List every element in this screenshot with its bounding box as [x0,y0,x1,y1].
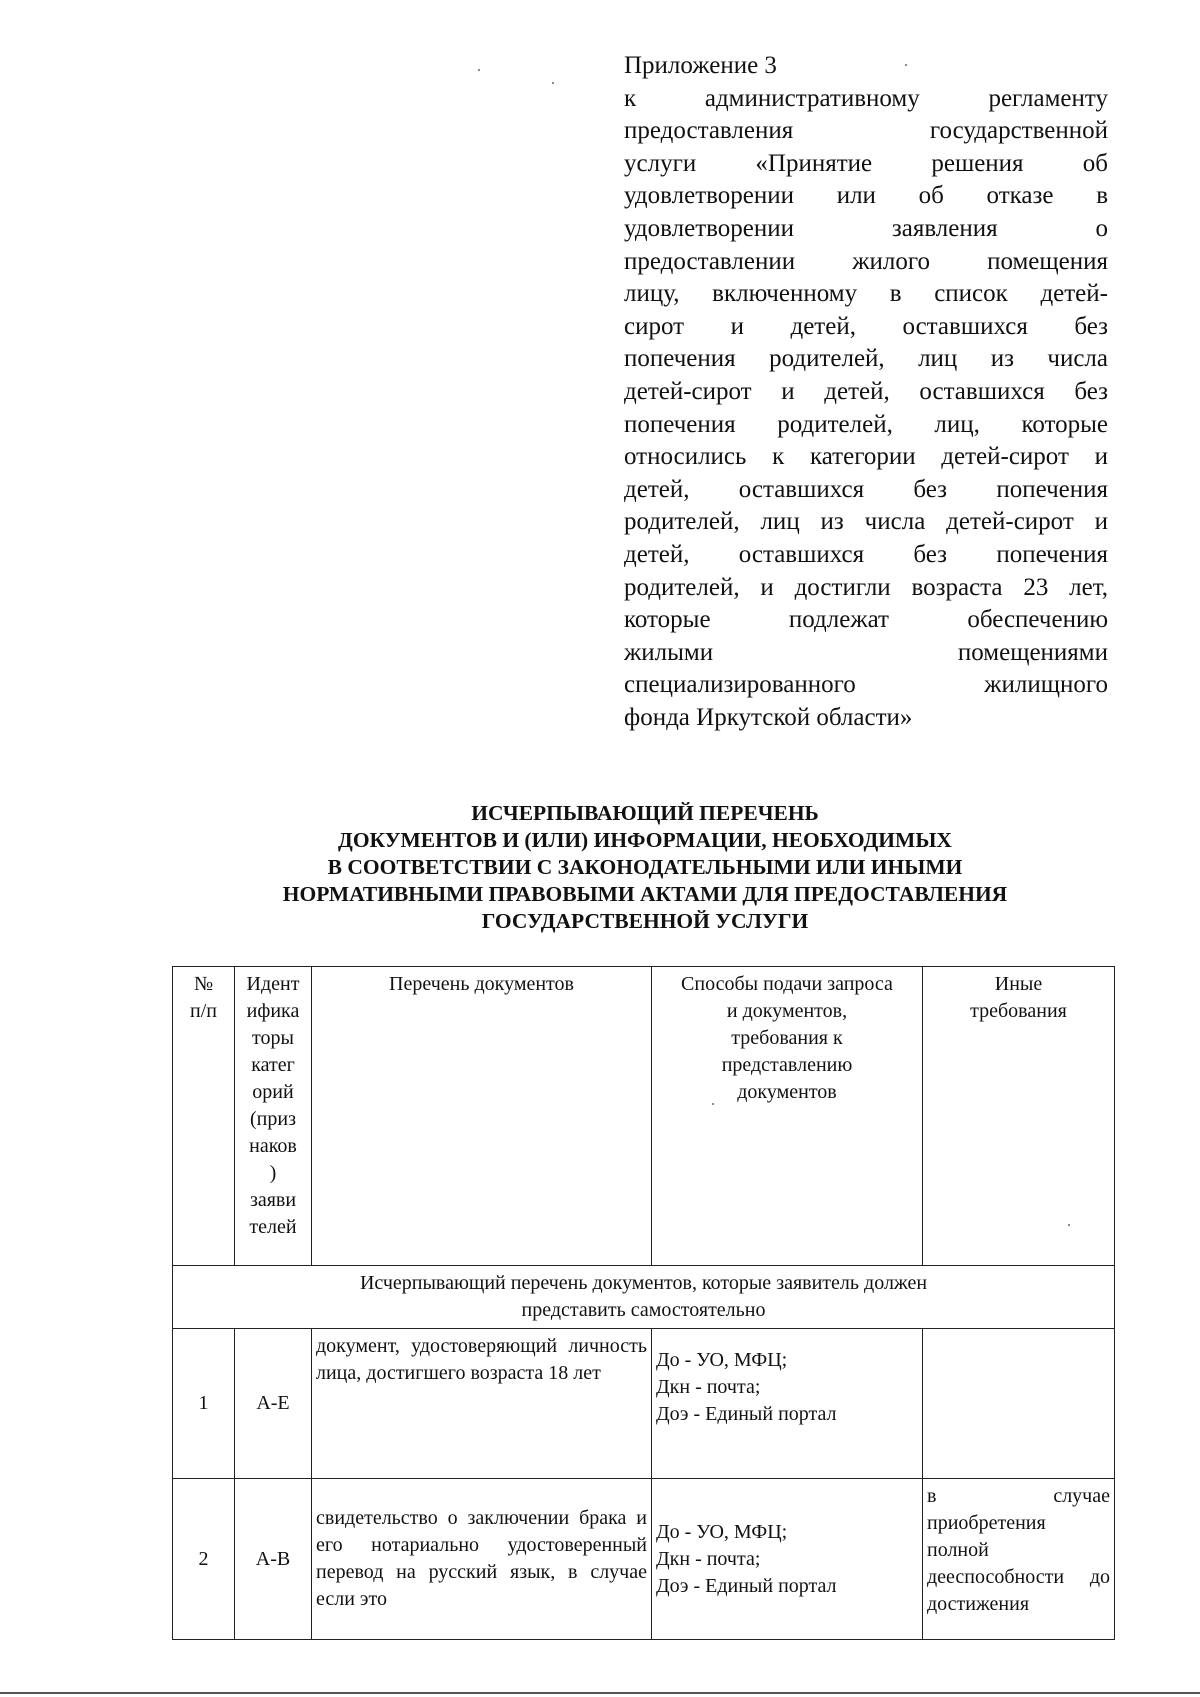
header-line: ифика [246,1000,300,1022]
header-line: Способы подачи запроса [681,973,893,995]
row-other: в случае приобретения полной дееспособности до достижения [923,1479,1115,1640]
appendix-line: к административному регламенту [624,84,1108,112]
appendix-line: предоставлении жилого помещения [624,247,1108,275]
table-row [173,1479,1115,1640]
row-category: А-В [235,1479,312,1640]
appendix-line: детей-сирот и детей, оставшихся без [624,377,1108,405]
appendix-line: которые подлежат обеспечению [624,606,1108,634]
header-line: п/п [190,1000,217,1022]
header-line: требования [970,1000,1067,1022]
header-line: (приз [250,1108,296,1130]
appendix-line: удовлетворении или об отказе в [624,182,1108,210]
header-line: катег [251,1054,295,1076]
document-title [170,800,1120,935]
header-documents [312,967,652,1266]
header-number [173,967,235,1266]
method-line: Доэ - Единый портал [656,1574,837,1597]
appendix-line: лицу, включенному в список детей- [624,280,1108,308]
table-row [173,1329,1115,1479]
row-category: А-Е [235,1329,312,1479]
method-line: Доэ - Единый портал [656,1403,837,1425]
header-line: телей [249,1216,297,1238]
appendix-line: относились к категории детей-сирот и [624,443,1108,471]
row-number: 1 [173,1329,235,1479]
header-line: ) [269,1162,277,1184]
row-methods [652,1479,923,1640]
appendix-line: попечения родителей, лиц из числа [624,345,1108,373]
appendix-line: удовлетворении заявления о [624,214,1108,242]
section-caption [173,1266,1115,1329]
header-line: представлению [721,1054,853,1076]
section-line: представить самостоятельно [521,1299,766,1321]
header-other-requirements [923,967,1115,1266]
appendix-line: специализированного жилищного [624,671,1108,699]
appendix-line: жилыми помещениями [624,638,1108,666]
method-line: До - УО, МФЦ; [656,1520,788,1543]
method-line: Дкн - почта; [656,1376,761,1398]
appendix-line: фонда Иркутской области» [624,703,913,731]
scan-speck [905,64,907,66]
header-line: Перечень документов [389,973,574,995]
row-document: документ, удостоверяющий личность лица, достигшего возраста 18 лет [312,1329,652,1479]
appendix-line: детей, оставшихся без попечения [624,540,1108,568]
header-line: наков [249,1135,297,1157]
method-line: Дкн - почта; [656,1547,761,1570]
scan-speck [1068,1224,1070,1226]
section-row [173,1266,1115,1329]
header-line: заяви [249,1189,297,1211]
row-document: свидетельство о заключении брака и его нотариально удостоверенный перевод на русский язык, в случае если это [312,1479,652,1640]
appendix-line: предоставления государственной [624,117,1108,145]
appendix-line: сирот и детей, оставшихся без [624,312,1108,340]
appendix-line: детей, оставшихся без попечения [624,475,1108,503]
title-line: ИСЧЕРПЫВАЮЩИЙ ПЕРЕЧЕНЬ [471,801,819,825]
appendix-line: родителей, и достигли возраста 23 лет, [624,573,1108,601]
row-other [923,1329,1115,1479]
header-line: торы [252,1027,294,1049]
header-category-id [235,967,312,1266]
table-header-row [173,967,1115,1266]
header-line: Идент [246,973,300,995]
header-line: и документов, [726,1000,848,1022]
scan-bottom-edge [0,1692,1200,1694]
title-line: ГОСУДАРСТВЕННОЙ УСЛУГИ [481,909,809,933]
header-line: № [193,973,214,995]
header-line: документов [737,1081,837,1103]
appendix-line: попечения родителей, лиц, которые [624,410,1108,438]
appendix-line: Приложение 3 [624,52,777,79]
header-line: Иные [994,973,1043,995]
scan-speck [552,82,554,84]
row-number: 2 [173,1479,235,1640]
appendix-block [624,50,1108,734]
header-line: требования к [731,1027,843,1049]
appendix-line: родителей, лиц из числа детей-сирот и [624,508,1108,536]
section-line: Исчерпывающий перечень документов, которые заявитель должен [359,1272,928,1294]
title-line: ДОКУМЕНТОВ И (ИЛИ) ИНФОРМАЦИИ, НЕОБХОДИМЫХ [338,828,952,852]
title-line: НОРМАТИВНЫМИ ПРАВОВЫМИ АКТАМИ ДЛЯ ПРЕДОСТАВЛЕНИЯ [282,882,1008,906]
documents-table [172,966,1115,1640]
row-methods [652,1329,923,1479]
scan-speck [478,69,480,71]
header-submission-methods [652,967,923,1266]
appendix-line: услуги «Принятие решения об [624,149,1108,177]
header-line: орий [252,1081,294,1103]
method-line: До - УО, МФЦ; [656,1349,788,1371]
scan-speck [712,1103,714,1105]
title-line: В СООТВЕТСТВИИ С ЗАКОНОДАТЕЛЬНЫМИ ИЛИ ИНЫМИ [327,855,963,879]
